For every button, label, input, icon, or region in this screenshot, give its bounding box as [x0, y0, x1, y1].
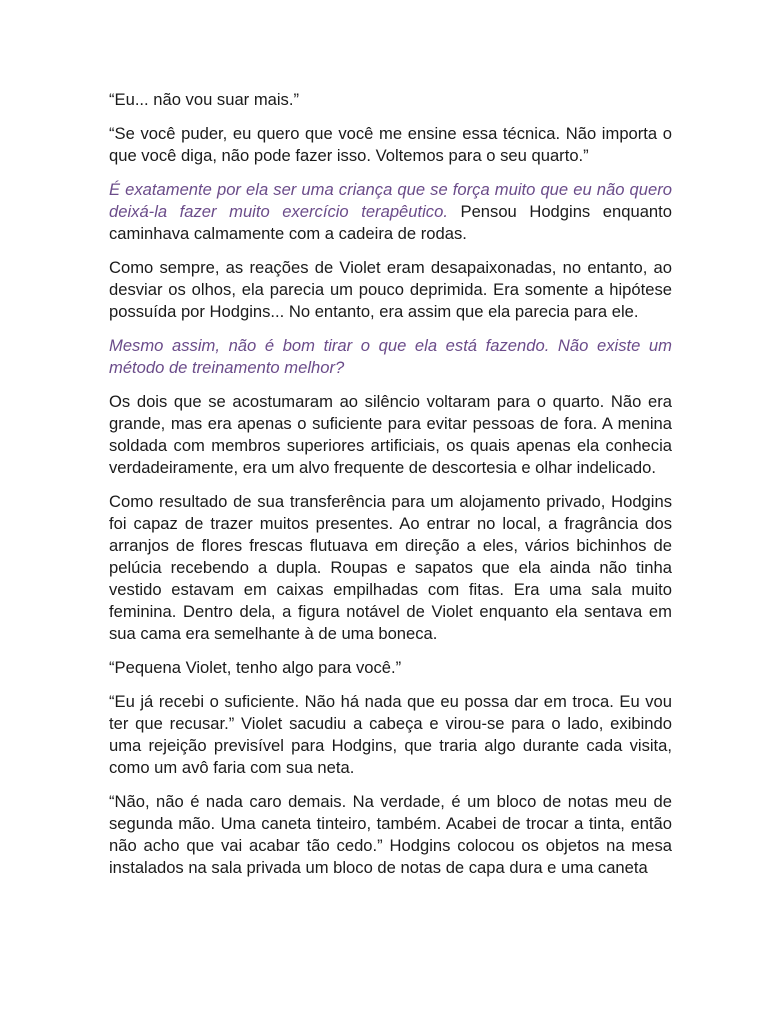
paragraph: Como resultado de sua transferência para um alojamento privado, Hodgins foi capaz de trazer muitos presentes. Ao entrar no local, a fragrância dos arranjos de flores frescas flutuava em direção a eles, vários bichinhos de pelúcia recebendo a dupla. Roupas e sapatos que ela ainda não tinha vestido estavam em caixas empilhadas com fitas. Era uma sala muito feminina. Dentro dela, a figura notável de Violet enquanto ela sentava em sua cama era semelhante à de uma boneca. — [109, 492, 672, 643]
inner-thought-text: É exatamente por ela ser uma criança que se força muito que eu não quero deixá-la fazer muito exercício terapêutico. — [109, 180, 672, 221]
paragraph: Os dois que se acostumaram ao silêncio voltaram para o quarto. Não era grande, mas era apenas o suficiente para evitar pessoas de fora. A menina soldada com membros superiores artificiais, os quais apenas ela conhecia verdadeiramente, era um alvo frequente de descortesia e olhar indelicado. — [109, 392, 672, 477]
narration-text: Pensou Hodgins enquanto caminhava calmamente com a cadeira de rodas. — [109, 202, 672, 243]
paragraph: “Eu já recebi o suficiente. Não há nada que eu possa dar em troca. Eu vou ter que recusar.” Violet sacudiu a cabeça e virou-se para o lado, exibindo uma rejeição previsível para Hodgins, que traria algo durante cada visita, como um avô faria com sua neta. — [109, 692, 672, 777]
page-body — [109, 89, 672, 891]
paragraph-mixed — [109, 179, 672, 245]
paragraph: “Não, não é nada caro demais. Na verdade, é um bloco de notas meu de segunda mão. Uma caneta tinteiro, também. Acabei de trocar a tinta, então não acho que vai acabar tão cedo.” Hodgins colocou os objetos na mesa instalados na sala privada um bloco de notas de capa dura e uma caneta — [109, 792, 672, 877]
paragraph: “Pequena Violet, tenho algo para você.” — [109, 658, 402, 677]
inner-thought-paragraph: Mesmo assim, não é bom tirar o que ela está fazendo. Não existe um método de treinamento melhor? — [109, 336, 672, 377]
paragraph: Como sempre, as reações de Violet eram desapaixonadas, no entanto, ao desviar os olhos, ela parecia um pouco deprimida. Era somente a hipótese possuída por Hodgins... No entanto, era assim que ela parecia para ele. — [109, 258, 672, 321]
paragraph: “Se você puder, eu quero que você me ensine essa técnica. Não importa o que você diga, não pode fazer isso. Voltemos para o seu quarto.” — [109, 124, 672, 165]
paragraph: “Eu... não vou suar mais.” — [109, 90, 299, 109]
